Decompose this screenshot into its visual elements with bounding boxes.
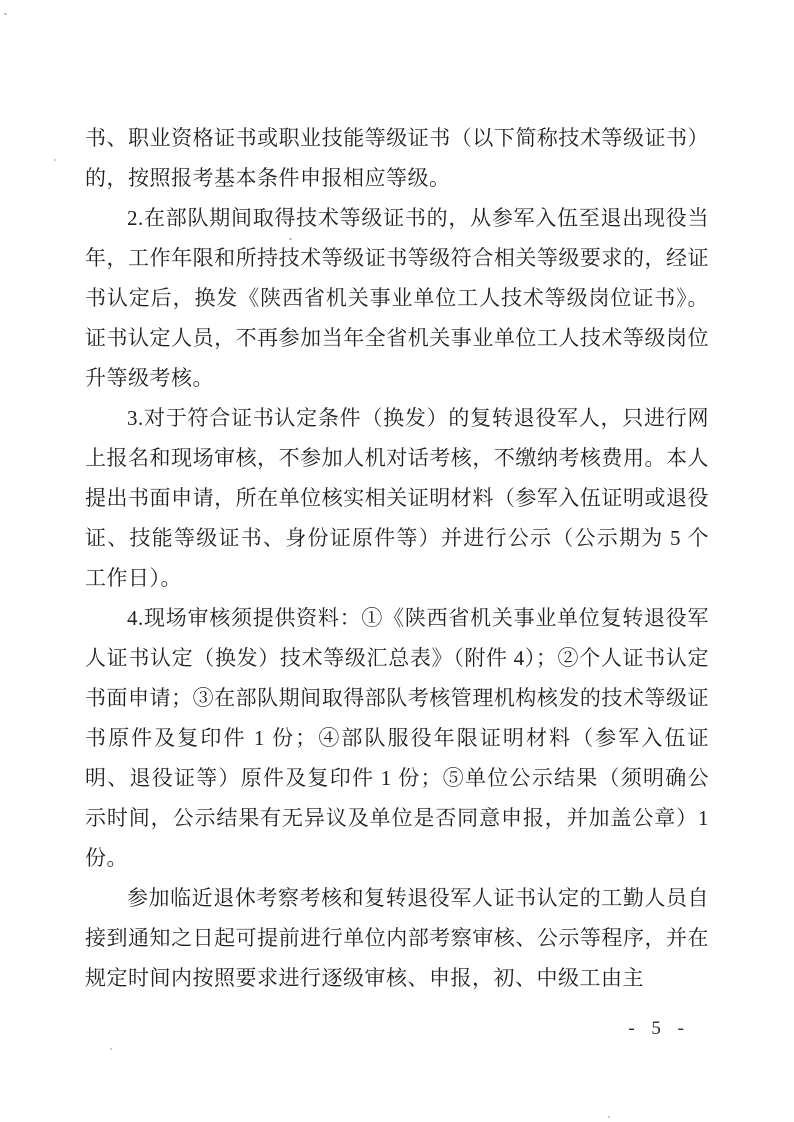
scan-speck [608,1116,610,1118]
scan-speck [289,238,292,240]
page-number: - 5 - [628,1018,690,1039]
scan-speck [4,13,7,15]
paragraph-item-2: 2.在部队期间取得技术等级证书的，从参军入伍至退出现役当年，工作年限和所持技术等级证书等级符合相关等级要求的，经证书认定后，换发《陕西省机关事业单位工人技术等级岗位证书》。证书认定人员，不再参加当年全省机关事业单位工人技术等级岗位升等级考核。 [85,206,709,390]
document-body [85,118,709,998]
scan-speck [110,1048,112,1050]
paragraph-item-4: 4.现场审核须提供资料：①《陕西省机关事业单位复转退役军人证书认定（换发）技术等级汇总表》（附件 4）；②个人证书认定书面申请；③在部队期间取得部队考核管理机构核发的技术等级证书原件及复印件 1 份；④部队服役年限证明材料（参军入伍证明、退役证等）原件及复印件 1 份；⑤单位公示结果（须明确公示时间，公示结果有无异议及单位是否同意申报，并加盖公章）1 份。 [85,606,709,870]
paragraph-continuation: 书、职业资格证书或职业技能等级证书（以下简称技术等级证书）的，按照报考基本条件申报相应等级。 [85,126,709,190]
paragraph-item-3: 3.对于符合证书认定条件（换发）的复转退役军人，只进行网上报名和现场审核，不参加人机对话考核，不缴纳考核费用。本人提出书面申请，所在单位核实相关证明材料（参军入伍证明或退役证、技能等级证书、身份证原件等）并进行公示（公示期为 5 个工作日）。 [85,406,709,590]
scan-speck [54,159,56,161]
paragraph-closing: 参加临近退休考察考核和复转退役军人证书认定的工勤人员自接到通知之日起可提前进行单位内部考察审核、公示等程序，并在规定时间内按照要求进行逐级审核、申报，初、中级工由主 [85,886,709,990]
